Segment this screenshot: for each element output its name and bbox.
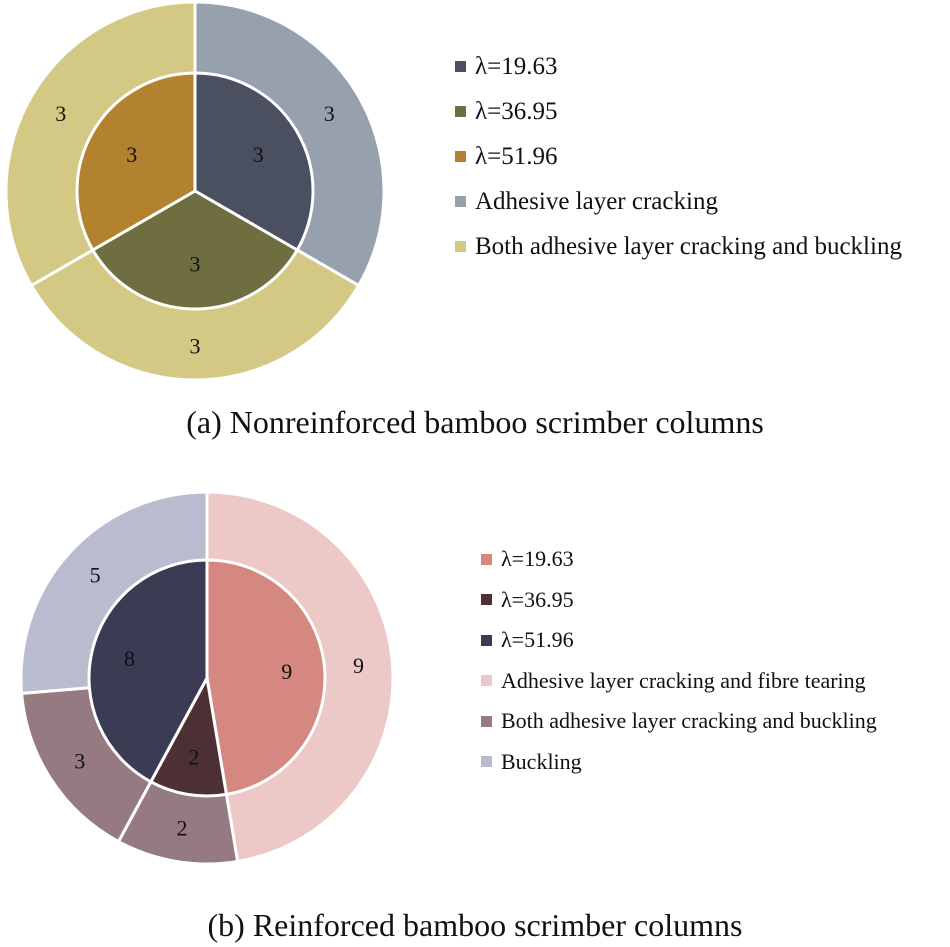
outer_ring-label-0: 9 <box>352 652 364 678</box>
legend-label: λ=36.95 <box>475 97 558 125</box>
legend-label: λ=51.96 <box>501 627 574 653</box>
caption-a: (a) Nonreinforced bamboo scrimber columns <box>186 404 764 440</box>
legend-item <box>481 742 877 783</box>
inner_ring-label-2: 8 <box>123 645 135 671</box>
legend-label: Adhesive layer cracking and fibre tearing <box>501 667 866 693</box>
legend-item <box>481 580 877 621</box>
legend-item <box>455 134 902 179</box>
donut-chart-b <box>0 0 460 900</box>
outer_ring-label-3: 5 <box>89 562 101 588</box>
legend-item <box>481 620 877 661</box>
inner_ring-label-2: 3 <box>126 142 138 167</box>
legend-item <box>455 89 902 134</box>
outer_ring-label-1: 2 <box>176 815 188 841</box>
legend-label: λ=51.96 <box>475 142 558 170</box>
caption-b: (b) Reinforced bamboo scrimber columns <box>207 907 743 943</box>
inner_ring-label-0: 3 <box>252 142 264 167</box>
legend-label: λ=19.63 <box>501 546 574 572</box>
legend-swatch <box>481 716 492 727</box>
outer_ring-label-2: 3 <box>74 748 86 774</box>
legend-label: Adhesive layer cracking <box>475 187 718 215</box>
legend-swatch <box>481 675 492 686</box>
legend-item <box>481 701 877 742</box>
legend-label: Both adhesive layer cracking and buckling <box>475 232 902 260</box>
legend-item <box>481 539 877 580</box>
legend-swatch <box>481 594 492 605</box>
legend-label: Buckling <box>501 748 582 774</box>
legend-label: λ=36.95 <box>501 586 574 612</box>
legend-a <box>455 44 902 269</box>
inner_ring-label-1: 2 <box>188 744 200 770</box>
inner_ring-label-0: 9 <box>281 658 293 684</box>
legend-label: Both adhesive layer cracking and buckling <box>501 708 877 734</box>
outer_ring-label-2: 3 <box>55 101 67 126</box>
legend-item <box>481 661 877 702</box>
legend-swatch <box>481 756 492 767</box>
legend-swatch <box>481 635 492 646</box>
legend-item <box>455 224 902 269</box>
legend-item <box>455 44 902 89</box>
legend-item <box>455 179 902 224</box>
legend-label: λ=19.63 <box>475 52 558 80</box>
outer_ring-label-1: 3 <box>189 333 201 359</box>
outer_ring-label-0: 3 <box>323 101 335 126</box>
legend-b <box>481 539 877 782</box>
inner_ring-label-1: 3 <box>189 251 201 277</box>
legend-swatch <box>481 554 492 565</box>
